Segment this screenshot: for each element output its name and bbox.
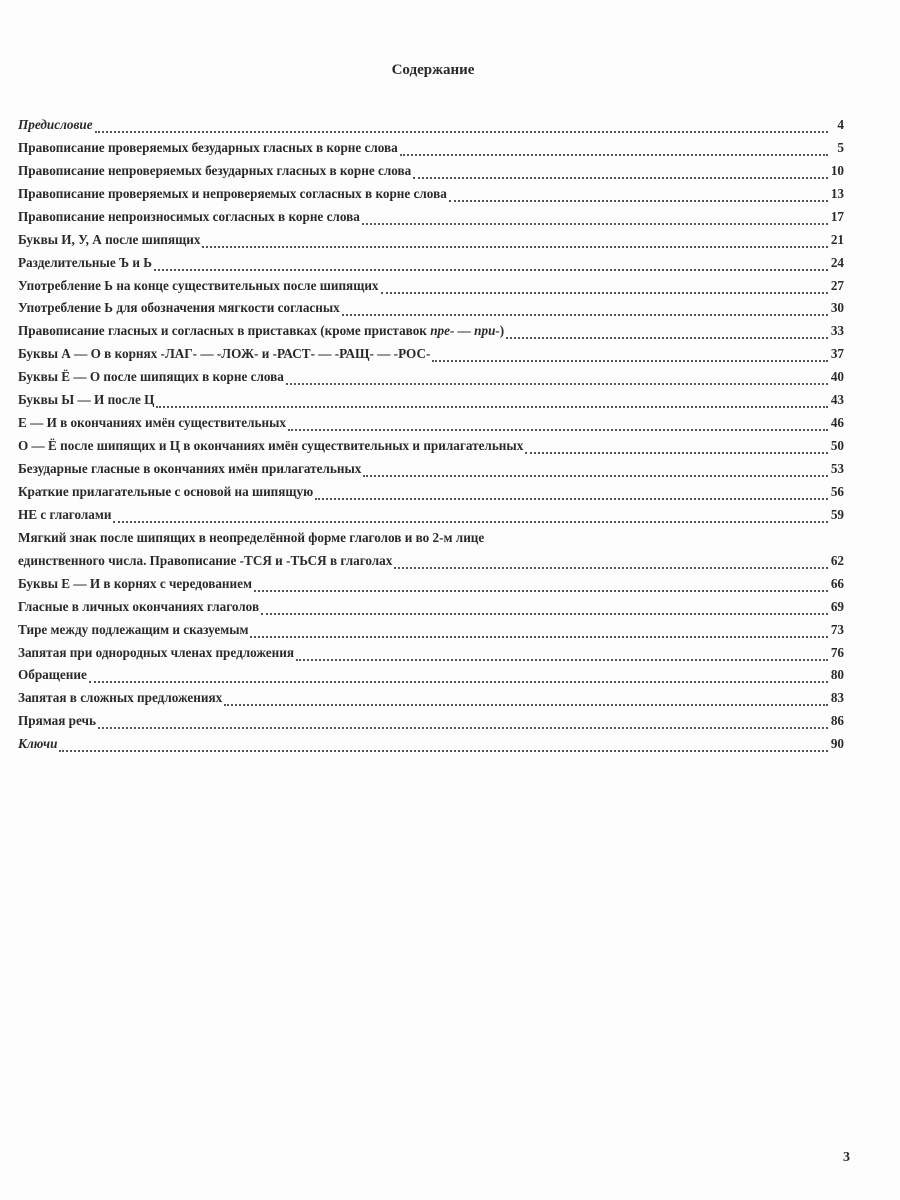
dot-leader (154, 268, 828, 271)
toc-entry-label: О — Ё после шипящих и Ц в окончаниях имён существительных и прилагательных (18, 438, 524, 454)
toc-entry[interactable] (18, 389, 844, 412)
toc-entry-page: 90 (830, 736, 844, 752)
toc-entry-label: Употребление Ь на конце существительных после шипящих (18, 277, 379, 293)
dot-leader (202, 245, 828, 248)
toc-entry-page: 33 (830, 323, 844, 339)
toc-entry-page: 37 (830, 346, 844, 362)
toc-entry-label: Буквы А — О в корнях -ЛАГ- — -ЛОЖ- и -РАСТ- — -РАЩ- — -РОС- (18, 346, 431, 362)
toc-entry-label: Тире между подлежащим и сказуемым (18, 621, 249, 637)
dot-leader (296, 658, 828, 661)
toc-entry-label: Предисловие (18, 116, 93, 132)
toc-entry[interactable] (18, 206, 844, 229)
dot-leader (250, 635, 828, 638)
toc-entry-label: Правописание непроверяемых безударных гласных в корне слова (18, 162, 412, 178)
dot-leader (113, 520, 828, 523)
page-title: Содержание (391, 62, 475, 78)
dot-leader (381, 291, 828, 294)
toc-entry-label: Е — И в окончаниях имён существительных (18, 415, 287, 431)
dot-leader (98, 726, 828, 729)
toc-entry-page: 30 (830, 300, 844, 316)
toc-entry-label: Буквы Ы — И после Ц (18, 392, 155, 408)
toc-entry-label: Прямая речь (18, 713, 96, 729)
toc-entry[interactable] (18, 619, 844, 642)
dot-leader (224, 703, 828, 706)
toc-entry[interactable] (18, 343, 844, 366)
toc-entry-page: 46 (830, 415, 844, 431)
toc-entry[interactable] (18, 435, 844, 458)
toc-entry-label: Обращение (18, 667, 87, 683)
toc-entry-label: Разделительные Ъ и Ь (18, 254, 152, 270)
toc-entry-label: НЕ с глаголами (18, 506, 112, 522)
toc-entry-label-end: ) (499, 323, 505, 339)
toc-entry[interactable] (18, 298, 844, 321)
dot-leader (400, 153, 828, 156)
dot-leader (286, 382, 828, 385)
dot-leader (156, 405, 828, 408)
toc-entry-page: 27 (830, 277, 844, 293)
toc-entry-label: Правописание проверяемых безударных гласных в корне слова (18, 139, 398, 155)
toc-entry-page: 66 (830, 575, 844, 591)
toc-entry-line[interactable] (18, 527, 844, 550)
toc-entry[interactable] (18, 160, 844, 183)
toc-entry-page: 5 (837, 139, 844, 155)
toc-entry-page: 4 (837, 116, 844, 132)
toc-entry-label: Правописание непроизносимых согласных в корне слова (18, 208, 360, 224)
dot-leader (525, 451, 828, 454)
toc-entry[interactable] (18, 229, 844, 252)
toc-entry-page: 73 (830, 621, 844, 637)
toc-entry[interactable] (18, 710, 844, 733)
toc-entry-label (18, 320, 504, 343)
table-of-contents (18, 114, 844, 756)
toc-entry-page: 62 (830, 552, 844, 568)
toc-entry-page: 86 (830, 713, 844, 729)
toc-entry-label: Буквы Е — И в корнях с чередованием (18, 575, 252, 591)
toc-entry-label: Буквы И, У, А после шипящих (18, 231, 201, 247)
dot-leader (288, 428, 828, 431)
dot-leader (449, 199, 828, 202)
toc-entry-label: Употребление Ь для обозначения мягкости согласных (18, 300, 340, 316)
toc-entry-label: Буквы Ё — О после шипящих в корне слова (18, 369, 284, 385)
toc-entry[interactable] (18, 252, 844, 275)
toc-entry-page: 24 (830, 254, 844, 270)
dot-leader (506, 336, 828, 339)
toc-entry[interactable] (18, 504, 844, 527)
toc-entry-label: Запятая при однородных членах предложения (18, 644, 294, 660)
toc-entry-page: 13 (830, 185, 844, 201)
dot-leader (89, 680, 828, 683)
toc-entry-page: 59 (830, 506, 844, 522)
toc-entry-label: Мягкий знак после шипящих в неопределённой форме глаголов и во 2-м лице (18, 529, 485, 545)
toc-entry[interactable] (18, 481, 844, 504)
toc-entry[interactable] (18, 733, 844, 756)
dot-leader (315, 497, 828, 500)
toc-entry-label: Гласные в личных окончаниях глаголов (18, 598, 260, 614)
toc-entry-label: Запятая в сложных предложениях (18, 690, 223, 706)
dot-leader (362, 222, 828, 225)
toc-entry-page: 83 (830, 690, 844, 706)
toc-entry-page: 17 (830, 208, 844, 224)
dot-leader (432, 359, 828, 362)
toc-entry[interactable] (18, 458, 844, 481)
toc-entry-page: 10 (830, 162, 844, 178)
dot-leader (413, 176, 828, 179)
toc-entry[interactable] (18, 550, 844, 573)
toc-entry[interactable] (18, 183, 844, 206)
toc-entry-page: 50 (830, 438, 844, 454)
toc-entry[interactable] (18, 642, 844, 665)
toc-entry-label: Краткие прилагательные с основой на шипящую (18, 483, 314, 499)
toc-entry-label: Ключи (18, 736, 58, 752)
dot-leader (59, 749, 828, 752)
dot-leader (95, 130, 828, 133)
toc-entry-page: 76 (830, 644, 844, 660)
toc-entry[interactable] (18, 665, 844, 688)
toc-entry-page: 69 (830, 598, 844, 614)
toc-entry[interactable] (18, 596, 844, 619)
toc-entry-label: единственного числа. Правописание -ТСЯ и -ТЬСЯ в глаголах (18, 552, 393, 568)
toc-entry-label: Безударные гласные в окончаниях имён прилагательных (18, 461, 362, 477)
toc-entry-label-italic: пре- — при- (430, 323, 500, 339)
toc-entry-page: 21 (830, 231, 844, 247)
toc-entry-label: Правописание проверяемых и непроверяемых согласных в корне слова (18, 185, 447, 201)
dot-leader (254, 589, 828, 592)
toc-entry[interactable] (18, 366, 844, 389)
toc-entry-page: 40 (830, 369, 844, 385)
toc-entry[interactable] (18, 137, 844, 160)
toc-entry[interactable] (18, 275, 844, 298)
dot-leader (342, 313, 828, 316)
toc-entry-page: 43 (830, 392, 844, 408)
page-number: 3 (843, 1150, 850, 1165)
dot-leader (363, 474, 828, 477)
toc-entry-page: 56 (830, 483, 844, 499)
toc-entry-label-text: Правописание гласных и согласных в приставках (кроме приставок (18, 323, 431, 339)
toc-entry[interactable] (18, 687, 844, 710)
toc-entry[interactable] (18, 114, 844, 137)
toc-entry[interactable] (18, 573, 844, 596)
dot-leader (261, 612, 828, 615)
toc-entry-page: 80 (830, 667, 844, 683)
toc-entry[interactable] (18, 320, 844, 343)
dot-leader (394, 566, 828, 569)
toc-entry[interactable] (18, 412, 844, 435)
toc-entry-page: 53 (830, 461, 844, 477)
